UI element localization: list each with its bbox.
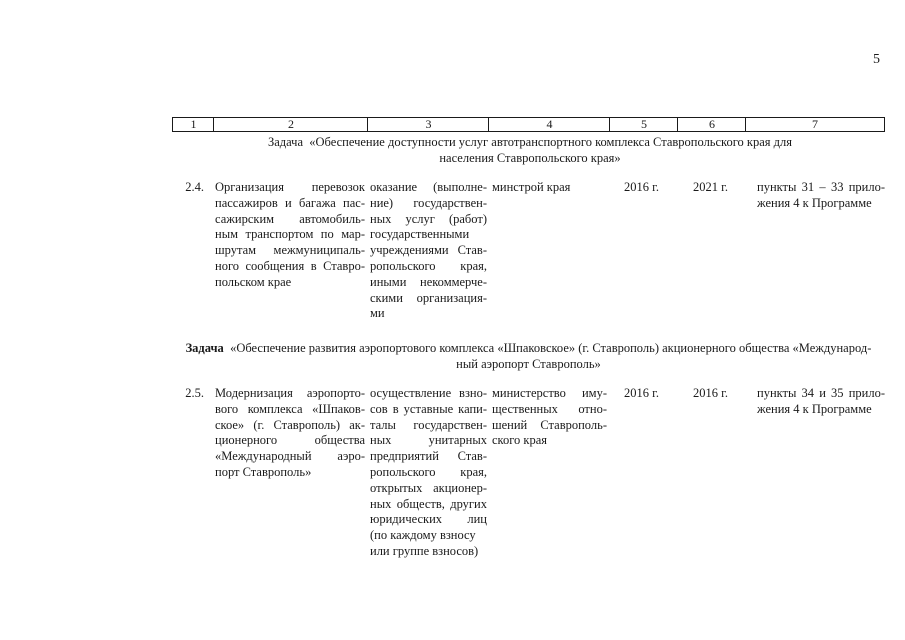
program-link	[757, 386, 885, 418]
executor: минстрой края	[492, 180, 571, 194]
text-line: ным транспортом по мар-	[215, 227, 365, 242]
measure-name	[215, 386, 365, 481]
task-heading-1	[200, 134, 860, 166]
text-line: жения 4 к Программе	[757, 401, 872, 416]
end-year: 2016 г.	[693, 386, 728, 400]
text-line: пункты 31 – 33 прило-	[757, 180, 885, 194]
text-line: жения 4 к Программе	[757, 195, 872, 210]
page-number: 5	[873, 52, 880, 67]
text-line: оказание (выполне-	[370, 180, 487, 194]
text-line: польском крае	[215, 274, 292, 289]
text-line: пассажиров и багажа пас-	[215, 195, 365, 210]
text-line: открытых акционер-	[370, 480, 487, 495]
text-line: сажирским автомобиль-	[215, 211, 365, 226]
text-line: порт Ставрополь»	[215, 464, 312, 479]
row-number: 2.4.	[185, 180, 204, 194]
program-link	[757, 180, 885, 212]
measure-name	[215, 180, 365, 291]
text-line: «Международный аэро-	[215, 449, 365, 464]
text-line: шрутам межмуниципаль-	[215, 243, 365, 258]
text-line: ного сообщения в Ставро-	[215, 258, 365, 273]
column-number-header	[172, 117, 885, 132]
row-number: 2.5.	[185, 386, 204, 400]
column-number-4: 4	[488, 117, 610, 132]
column-number-1: 1	[172, 117, 214, 132]
column-number-3: 3	[367, 117, 489, 132]
text-line: (по каждому взносу	[370, 528, 476, 543]
task-heading-2	[172, 340, 885, 372]
start-year: 2016 г.	[624, 180, 659, 194]
end-year: 2021 г.	[693, 180, 728, 194]
task-text-line: «Обеспечение доступности услуг автотранспортного комплекса Ставропольского края для	[309, 135, 793, 149]
text-line: ропольского края,	[370, 464, 487, 479]
text-line: ных услуг (работ)	[370, 211, 487, 226]
text-line: скими организация-	[370, 290, 487, 305]
text-line: талы государствен-	[370, 417, 487, 432]
text-line: ционерного общества	[215, 433, 365, 448]
column-number-2: 2	[213, 117, 368, 132]
text-line: шений Ставрополь-	[492, 417, 607, 432]
text-line: Модернизация аэропорто-	[215, 386, 365, 400]
text-line: учреждениями Став-	[370, 243, 487, 258]
text-line: ных унитарных	[370, 433, 487, 448]
column-number-6: 6	[677, 117, 746, 132]
text-line: или группе взносов)	[370, 543, 479, 558]
text-line: ми	[370, 306, 385, 321]
text-line: ропольского края,	[370, 258, 487, 273]
text-line: вого комплекса «Шпаков-	[215, 401, 365, 416]
text-line: ского края	[492, 433, 548, 448]
measure-content	[370, 386, 487, 560]
text-line: ние) государствен-	[370, 195, 487, 210]
task-text-line: населения Ставропольского края»	[439, 151, 621, 165]
task-prefix: Задача	[267, 135, 304, 149]
column-number-5: 5	[609, 117, 678, 132]
text-line: щественных отно-	[492, 401, 607, 416]
text-line: иными некоммерче-	[370, 274, 487, 289]
text-line: министерство иму-	[492, 386, 607, 400]
text-line: юридических лиц	[370, 512, 487, 527]
executor	[492, 386, 607, 449]
measure-content	[370, 180, 487, 322]
text-line: предприятий Став-	[370, 449, 487, 464]
text-line: ных обществ, других	[370, 496, 487, 511]
task-prefix: Задача	[185, 341, 224, 355]
text-line: Организация перевозок	[215, 180, 365, 194]
start-year: 2016 г.	[624, 386, 659, 400]
text-line: государственными	[370, 227, 470, 242]
task-text-line: «Обеспечение развития аэропортового комплекса «Шпаковское» (г. Ставрополь) акционерного общества «Международ-	[230, 341, 872, 355]
task-text-line: ный аэропорт Ставрополь»	[456, 357, 601, 371]
text-line: ское» (г. Ставрополь) ак-	[215, 417, 365, 432]
text-line: сов в уставные капи-	[370, 401, 487, 416]
text-line: пункты 34 и 35 прило-	[757, 386, 885, 400]
column-number-7: 7	[745, 117, 885, 132]
text-line: осуществление взно-	[370, 386, 487, 400]
